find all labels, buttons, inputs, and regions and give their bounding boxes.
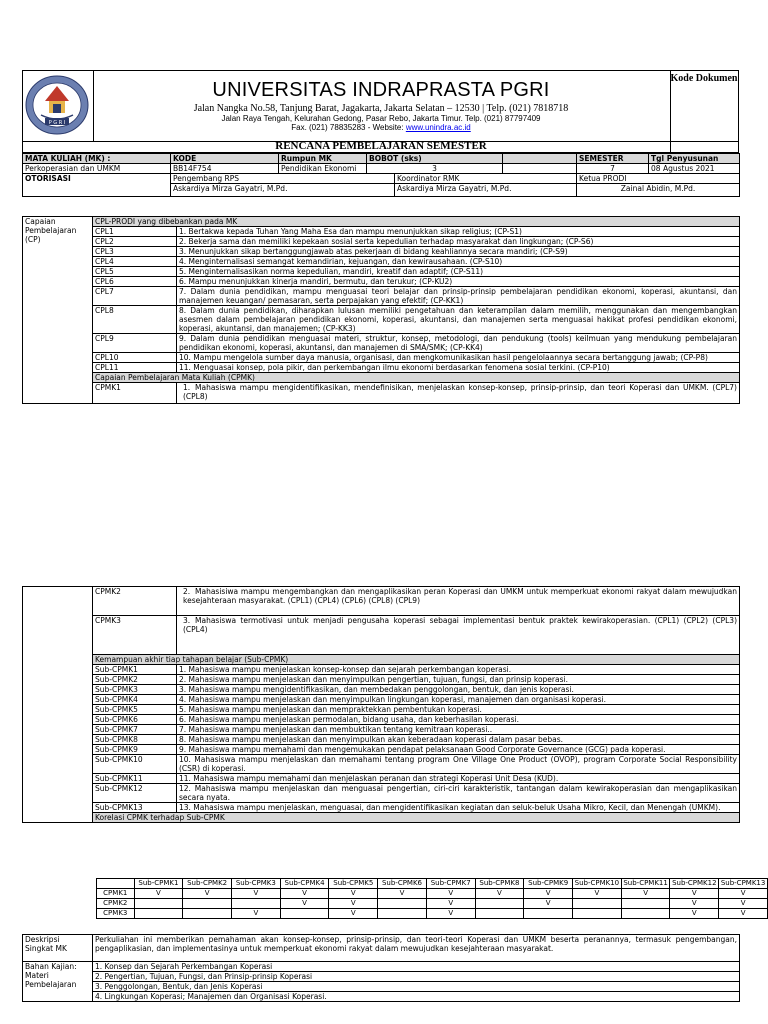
corr-cell	[378, 909, 427, 919]
cpl-text: 6. Mampu menunjukkan kinerja mandiri, bermutu, dan terukur; (CP-KU2)	[177, 277, 740, 287]
corr-cell: V	[475, 889, 524, 899]
sub-cpmk-code: Sub-CPMK12	[93, 784, 177, 803]
corr-col-header: Sub-CPMK13	[719, 879, 768, 889]
spacer	[503, 154, 577, 164]
corr-col-header: Sub-CPMK9	[524, 879, 573, 889]
corr-cell: V	[573, 889, 622, 899]
corr-corner	[97, 879, 135, 889]
materi-item: 1. Konsep dan Sejarah Perkembangan Koperasi	[93, 962, 740, 972]
corr-cell	[183, 909, 232, 919]
cpmk-text	[177, 616, 740, 655]
cpmk-desc: Mahasiswa mampu mengidentifikasikan, mendefinisikan, menjelaskan konsep-konsep, prinsip-prinsip, dan teori Koperasi dan UMKM. (CPL7) (CPL8)	[183, 383, 737, 401]
label-semester: SEMESTER	[577, 154, 649, 164]
corr-row	[97, 899, 768, 909]
corr-row-label: CPMK2	[97, 899, 135, 909]
sub-cpmk-text: 13. Mahasiswa mampu menjelaskan, menguasai, dan mengidentifikasikan kegiatan dan seluk-beluk Usaha Mikro, Kecil, dan Menengah (UMKM).	[177, 803, 740, 813]
label-rumpun: Rumpun MK	[279, 154, 367, 164]
corr-cell: V	[670, 909, 719, 919]
deskripsi-label: Deskripsi Singkat MK	[23, 935, 93, 962]
course-info-table	[22, 153, 740, 197]
corr-cell	[183, 899, 232, 909]
sub-cpmk-text: 8. Mahasiswa mampu menjelaskan dan menyimpulkan akan keberadaan koperasi dalam pasar bebas.	[177, 735, 740, 745]
deskripsi-materi-table	[22, 934, 740, 1002]
sub-cpmk-code: Sub-CPMK5	[93, 705, 177, 715]
corr-cell: V	[670, 899, 719, 909]
logo-text: P G R I	[48, 120, 66, 126]
sub-cpmk-text: 9. Mahasiswa mampu memahami dan mengemukakan pendapat pelaksanaan Good Corporate Governance (GCG) pada koperasi.	[177, 745, 740, 755]
corr-col-header: Sub-CPMK3	[231, 879, 280, 889]
cp-table-continued	[22, 586, 740, 823]
address-line-1: Jalan Nangka No.58, Tanjung Barat, Jagakarta, Jakarta Selatan – 12530 | Telp. (021) 7818718	[193, 103, 569, 114]
course-rumpun: Pendidikan Ekonomi	[279, 164, 367, 174]
cpmk-text	[177, 587, 740, 616]
course-name: Perkoperasian dan UMKM	[23, 164, 171, 174]
pengembang-name: Askardiya Mirza Gayatri, M.Pd.	[171, 184, 395, 197]
corr-cell: V	[426, 909, 475, 919]
cpl-prodi-header-text: CPL-PRODI yang dibebankan pada MK	[95, 217, 238, 226]
corr-cell	[573, 899, 622, 909]
corr-cell: V	[231, 909, 280, 919]
pengembang-label: Pengembang RPS	[171, 174, 395, 184]
cpmk-num: 3.	[183, 616, 191, 625]
cpl-code: CPL10	[93, 353, 177, 363]
corr-col-header: Sub-CPMK8	[475, 879, 524, 889]
korelasi-header: Korelasi CPMK terhadap Sub-CPMK	[93, 813, 740, 823]
corr-cell	[134, 899, 183, 909]
corr-col-header: Sub-CPMK6	[378, 879, 427, 889]
corr-cell	[475, 899, 524, 909]
cpl-code: CPL6	[93, 277, 177, 287]
cpmk-desc: Mahasisiwa mampu mengembangkan dan mengaplikasikan peran Koperasi dan UMKM untuk memperkuat ekonomi rakyat dalam mewujudkan kesejahteraan masyarakat. (CPL1) (CPL4) (CPL6) (CPL8) (CPL9)	[183, 587, 737, 605]
materi-item: 2. Pengertian, Tujuan, Fungsi, dan Prinsip-prinsip Koperasi	[93, 972, 740, 982]
corr-cell: V	[524, 899, 573, 909]
corr-cell: V	[378, 889, 427, 899]
cpl-text: 3. Menunjukkan sikap bertanggungjawab atas pekerjaan di bidang keahliannya secara mandiri; (CP-S9)	[177, 247, 740, 257]
correlation-table	[96, 878, 768, 919]
sub-cpmk-code: Sub-CPMK10	[93, 755, 177, 774]
fax-text: Fax. (021) 78835283 - Website:	[291, 123, 406, 132]
university-name: UNIVERSITAS INDRAPRASTA PGRI	[212, 79, 550, 101]
corr-cell	[231, 899, 280, 909]
sub-cpmk-code: Sub-CPMK7	[93, 725, 177, 735]
corr-col-header: Sub-CPMK12	[670, 879, 719, 889]
corr-cell: V	[719, 889, 768, 899]
cpl-code: CPL5	[93, 267, 177, 277]
address-line-3	[92, 123, 670, 132]
sub-cpmk-text: 11. Mahasiswa mampu memahami dan menjelaskan peranan dan strategi Koperasi Unit Desa (KUD).	[177, 774, 740, 784]
corr-cell: V	[280, 889, 329, 899]
cpmk-code: CPMK3	[93, 616, 177, 655]
sub-cpmk-code: Sub-CPMK11	[93, 774, 177, 784]
corr-cell: V	[426, 889, 475, 899]
corr-row	[97, 909, 768, 919]
course-bobot: 3	[367, 164, 503, 174]
kode-dokumen-cell	[670, 70, 739, 142]
logo-cell	[22, 70, 94, 142]
corr-cell: V	[621, 889, 670, 899]
corr-row-label: CPMK3	[97, 909, 135, 919]
corr-cell	[134, 909, 183, 919]
cpl-code: CPL7	[93, 287, 177, 306]
document-page-2	[0, 586, 768, 1024]
ketua-label: Ketua PRODI	[577, 174, 740, 184]
cpl-code: CPL3	[93, 247, 177, 257]
corr-col-header: Sub-CPMK4	[280, 879, 329, 889]
label-mata-kuliah: MATA KULIAH (MK) :	[23, 154, 171, 164]
corr-cell: V	[329, 909, 378, 919]
cpl-text: 5. Menginternalisasikan norma kepedulian, mandiri, kreatif dan adaptif; (CP-S11)	[177, 267, 740, 277]
corr-cell: V	[719, 909, 768, 919]
corr-cell: V	[280, 899, 329, 909]
sub-cpmk-code: Sub-CPMK8	[93, 735, 177, 745]
sub-cpmk-text: 7. Mahasiswa mampu menjelaskan dan membuktikan tentang kemitraan koperasi..	[177, 725, 740, 735]
document-title: RENCANA PEMBELAJARAN SEMESTER	[92, 140, 671, 153]
otorisasi-label: OTORISASI	[23, 174, 171, 197]
corr-cell	[621, 909, 670, 919]
course-semester: 7	[577, 164, 649, 174]
spacer	[503, 164, 577, 174]
cpmk-code: CPMK2	[93, 587, 177, 616]
cpl-code: CPL4	[93, 257, 177, 267]
corr-col-header: Sub-CPMK2	[183, 879, 232, 889]
sub-cpmk-code: Sub-CPMK3	[93, 685, 177, 695]
corr-cell	[573, 909, 622, 919]
cpl-text: 11. Menguasai konsep, pola pikir, dan perkembangan ilmu ekonomi berdasarkan fenomena sosial terkini. (CP-P10)	[177, 363, 740, 373]
kode-dokumen-label: Kode Dokumen	[670, 73, 738, 84]
label-tgl: Tgl Penyusunan	[649, 154, 740, 164]
corr-col-header: Sub-CPMK1	[134, 879, 183, 889]
label-bobot: BOBOT (sks)	[367, 154, 503, 164]
corr-cell: V	[231, 889, 280, 899]
cpl-code: CPL1	[93, 227, 177, 237]
university-logo	[23, 71, 91, 139]
cpl-text: 10. Mampu mengelola sumber daya manusia, organisasi, dan mengkomunikasikan hasil pengelolaannya secara bertanggung jawab; (CP-P8)	[177, 353, 740, 363]
rps-title-right	[670, 140, 739, 153]
corr-col-header: Sub-CPMK11	[621, 879, 670, 889]
cpl-text: 9. Dalam dunia pendidikan menguasai materi, struktur, konsep, metodologi, dan pendukung (tools) keilmuan yang mendukung pembelajaran pendidikan ekonomi, koperasi, akuntansi, dan manajemen di SMA/SMK; (CP-KK4)	[177, 334, 740, 353]
cpl-text: 4. Menginternalisasi semangat kemandirian, kejuangan, dan kewirausahaan. (CP-S10)	[177, 257, 740, 267]
corr-cell	[378, 899, 427, 909]
cpmk-header: Capaian Pembelajaran Mata Kuliah (CPMK)	[93, 373, 740, 383]
materi-item: 4. Lingkungan Koperasi; Manajemen dan Organisasi Koperasi.	[93, 992, 740, 1002]
cpl-code: CPL9	[93, 334, 177, 353]
cpmk-num: 2.	[183, 587, 191, 596]
cpl-text: 7. Dalam dunia pendidikan, mampu menguasai teori belajar dan prinsip-prinsip pembelajaran pendidikan ekonomi, koperasi, akuntansi, dan manajemen keuangan/ pemasaran, serta perpajakan yang efektif; (CP-KK1)	[177, 287, 740, 306]
sub-cpmk-text: 4. Mahasiswa mampu menjelaskan dan menyimpulkan lingkungan koperasi, manajemen dan organisasi koperasi.	[177, 695, 740, 705]
sub-cpmk-code: Sub-CPMK6	[93, 715, 177, 725]
corr-cell: V	[524, 889, 573, 899]
label-kode: KODE	[171, 154, 279, 164]
cpmk-num: 1.	[183, 383, 191, 392]
koordinator-name: Askardiya Mirza Gayatri, M.Pd.	[395, 184, 577, 197]
corr-cell: V	[719, 899, 768, 909]
corr-cell	[621, 899, 670, 909]
corr-cell: V	[670, 889, 719, 899]
materi-label: Bahan Kajian: Materi Pembelajaran	[23, 962, 93, 1002]
website-link[interactable]: www.unindra.ac.id	[405, 123, 471, 132]
cpl-text: 2. Bekerja sama dan memiliki kepekaan sosial serta kepedulian terhadap masyarakat dan lingkungan; (CP-S6)	[177, 237, 740, 247]
title-cell	[92, 70, 671, 142]
corr-cell	[524, 909, 573, 919]
sub-cpmk-text: 2. Mahasiswa mampu menjelaskan dan menyimpulkan pengertian, tujuan, fungsi, dan prinsip koperasi.	[177, 675, 740, 685]
sub-cpmk-text: 1. Mahasiswa mampu menjelaskan konsep-konsep dan sejarah perkembangan koperasi.	[177, 665, 740, 675]
corr-cell	[475, 909, 524, 919]
corr-cell	[280, 909, 329, 919]
sub-cpmk-code: Sub-CPMK4	[93, 695, 177, 705]
cpl-code: CPL11	[93, 363, 177, 373]
cp-side-continued	[23, 587, 93, 823]
cpmk-text	[177, 383, 740, 404]
corr-cell: V	[329, 889, 378, 899]
corr-cell: V	[134, 889, 183, 899]
corr-cell: V	[426, 899, 475, 909]
corr-col-header: Sub-CPMK7	[426, 879, 475, 889]
sub-cpmk-code: Sub-CPMK1	[93, 665, 177, 675]
course-kode: BB14F754	[171, 164, 279, 174]
sub-cpmk-code: Sub-CPMK13	[93, 803, 177, 813]
address-line-2: Jalan Raya Tengah, Kelurahan Gedong, Pasar Rebo, Jakarta Timur. Telp. (021) 87797409	[221, 114, 541, 123]
sub-cpmk-text: 12. Mahasiswa mampu menjelaskan dan menguasai pengertian, ciri-ciri karakteristik, tantangan dalam kewirakoperasian dan mengaplikasikan secara nyata.	[177, 784, 740, 803]
deskripsi-text: Perkuliahan ini memberikan pemahaman akan konsep-konsep, prinsip-prinsip, dan teori-teori Koperasi dan UMKM beserta peranannya, termasuk pengembangan, pengaplikasian, dan implementasinya untuk memperkuat ekonomi rakyat dalam mewujudkan kesejahteraan masyarakat.	[93, 935, 740, 962]
sub-cpmk-text: 10. Mahasiswa mampu menjelaskan dan memahami tentang program One Village One Product (OVOP), program Corporate Social Responsibility (CSR) di koperasi.	[177, 755, 740, 774]
rps-title-left	[22, 140, 93, 153]
cpl-prodi-header	[93, 217, 740, 227]
corr-cell: V	[329, 899, 378, 909]
corr-col-header: Sub-CPMK5	[329, 879, 378, 889]
cpmk-desc: Mahasiswa termotivasi untuk menjadi pengusaha koperasi sebagai implementasi bentuk praktek kewirakoperasian. (CPL1) (CPL2) (CPL3) (CPL4)	[183, 616, 737, 634]
materi-item: 3. Penggolongan, Bentuk, dan Jenis Koperasi	[93, 982, 740, 992]
sub-cpmk-text: 6. Mahasiswa mampu menjelaskan permodalan, bidang usaha, dan keberhasilan koperasi.	[177, 715, 740, 725]
ketua-name: Zainal Abidin, M.Pd.	[577, 184, 740, 197]
sub-cpmk-code: Sub-CPMK2	[93, 675, 177, 685]
cpl-code: CPL8	[93, 306, 177, 334]
corr-row	[97, 889, 768, 899]
cp-side-label: Capaian Pembelajaran (CP)	[23, 217, 93, 404]
cp-table	[22, 216, 740, 404]
cpl-code: CPL2	[93, 237, 177, 247]
corr-cell: V	[183, 889, 232, 899]
document-header	[22, 70, 739, 152]
sub-cpmk-code: Sub-CPMK9	[93, 745, 177, 755]
sub-cpmk-header: Kemampuan akhir tiap tahapan belajar (Sub-CPMK)	[93, 655, 740, 665]
koordinator-label: Koordinator RMK	[395, 174, 577, 184]
cpmk-code: CPMK1	[93, 383, 177, 404]
cpl-text: 1. Bertakwa kepada Tuhan Yang Maha Esa dan mampu menunjukkan sikap religius; (CP-S1)	[177, 227, 740, 237]
corr-row-label: CPMK1	[97, 889, 135, 899]
corr-col-header: Sub-CPMK10	[573, 879, 622, 889]
sub-cpmk-text: 3. Mahasiswa mampu mengidentifikasikan, dan membedakan penggolongan, bentuk, dan jenis koperasi.	[177, 685, 740, 695]
course-tgl: 08 Agustus 2021	[649, 164, 740, 174]
cpl-text: 8. Dalam dunia pendidikan, diharapkan lulusan memiliki pengetahuan dan keterampilan dalam memilih, menggunakan dan mengembangkan asesmen dalam pembelajaran pendidikan ekonomi, koperasi, akuntansi, dan manajemen serta menguasai hakikat profesi pendidikan ekonomi, koperasi, akuntansi, dan manajemen; (CP-KK3)	[177, 306, 740, 334]
sub-cpmk-text: 5. Mahasiswa mampu menjelaskan dan mempraktekkan pembentukan koperasi.	[177, 705, 740, 715]
